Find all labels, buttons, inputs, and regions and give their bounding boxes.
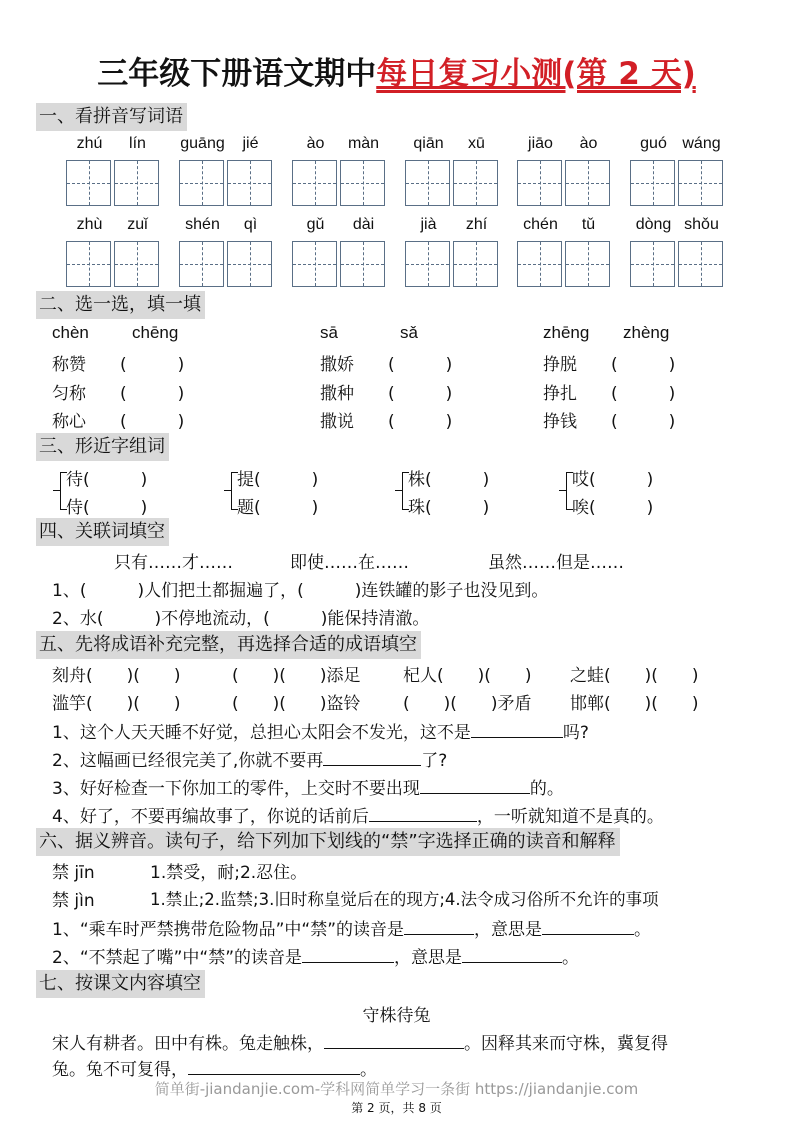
section-2-heading: 二、选一选，填一填 — [36, 291, 205, 319]
answer-blank[interactable] — [462, 946, 562, 963]
writing-box[interactable] — [66, 160, 111, 206]
idiom-item[interactable]: ( )( )添足 — [232, 666, 361, 686]
writing-box[interactable] — [453, 241, 498, 287]
pinyin-label: xū — [468, 135, 485, 152]
pinyin-label: qiān — [413, 135, 444, 152]
writing-box[interactable] — [114, 160, 159, 206]
question-text — [52, 915, 651, 940]
writing-box[interactable] — [565, 160, 610, 206]
pinyin-label: jià — [420, 216, 437, 233]
q-text: 的。 — [529, 779, 564, 799]
question-text — [52, 718, 589, 743]
char-word[interactable]: 哎( ) — [572, 470, 654, 490]
answer-parens[interactable]: ( ) — [611, 383, 676, 404]
writing-box[interactable] — [630, 160, 675, 206]
pinyin-label: dòng — [635, 216, 672, 233]
question-text: 2、水( )不停地流动，( )能保持清澈。 — [52, 609, 430, 629]
q-text: 了? — [421, 751, 448, 771]
writing-box[interactable] — [517, 160, 562, 206]
q-text: 1、“乘车时严禁携带危险物品”中“禁”的读音是 — [52, 920, 405, 940]
idiom-item[interactable]: ( )( )盗铃 — [232, 694, 361, 714]
reading-label: 禁 jīn — [52, 863, 95, 883]
question-text — [52, 802, 664, 827]
answer-blank[interactable] — [188, 1058, 360, 1075]
passage-line — [52, 1029, 668, 1054]
word: 匀称 — [52, 383, 86, 404]
pinyin-label: gǔ — [306, 216, 325, 233]
pinyin-label: zuǐ — [127, 216, 148, 233]
writing-box[interactable] — [114, 241, 159, 287]
pinyin-label: màn — [347, 135, 380, 152]
writing-box[interactable] — [66, 241, 111, 287]
reading-meaning: 1.禁受，耐;2.忍住。 — [150, 863, 308, 883]
q-text: 2、这幅画已经很完美了,你就不要再 — [52, 751, 324, 771]
q-text: 兔。兔不可复得， — [52, 1060, 188, 1080]
q-text: 。因释其来而守株，冀复得 — [464, 1034, 668, 1054]
word: 挣脱 — [543, 355, 577, 375]
char-word[interactable]: 唉( ) — [572, 498, 654, 518]
word: 称赞 — [52, 355, 86, 375]
q-text: 3、好好检查一下你加工的零件，上交时不要出现 — [52, 779, 420, 799]
pinyin-option: chēng — [132, 323, 179, 342]
writing-box[interactable] — [630, 241, 675, 287]
pinyin-option: chèn — [52, 323, 89, 342]
answer-blank[interactable] — [323, 749, 421, 766]
pinyin-label: shǒu — [684, 216, 719, 233]
answer-parens[interactable]: ( ) — [611, 355, 676, 375]
writing-box[interactable] — [179, 160, 224, 206]
idiom-item[interactable]: 杞人( )( ) — [403, 666, 532, 686]
section-4-heading: 四、关联词填空 — [36, 518, 169, 546]
pinyin-label: tǔ — [581, 216, 596, 233]
pinyin-label: zhí — [465, 216, 488, 233]
answer-parens[interactable]: ( ) — [120, 355, 185, 375]
word: 撒种 — [320, 383, 354, 404]
title-black: 三年级下册语文期中 — [97, 56, 377, 92]
idiom-item[interactable]: 刻舟( )( ) — [52, 666, 181, 686]
writing-box[interactable] — [340, 241, 385, 287]
pinyin-label: guāng — [180, 135, 225, 152]
answer-parens[interactable]: ( ) — [120, 383, 185, 404]
answer-parens[interactable]: ( ) — [388, 412, 453, 432]
writing-box[interactable] — [292, 160, 337, 206]
pinyin-label: lín — [129, 135, 146, 152]
word: 挣钱 — [543, 412, 577, 432]
answer-blank[interactable] — [542, 918, 634, 935]
question-text — [52, 774, 564, 799]
answer-parens[interactable]: ( ) — [388, 383, 453, 404]
answer-parens[interactable]: ( ) — [611, 412, 676, 432]
char-word[interactable]: 提( ) — [237, 470, 319, 490]
answer-blank[interactable] — [324, 1032, 464, 1049]
pinyin-option: zhèng — [623, 323, 670, 342]
reading-label: 禁 jìn — [52, 891, 95, 911]
writing-box[interactable] — [340, 160, 385, 206]
char-word[interactable]: 待( ) — [66, 470, 148, 490]
word: 称心 — [52, 412, 86, 432]
idiom-item[interactable]: ( )( )矛盾 — [403, 694, 532, 714]
q-text: 2、“不禁起了嘴”中“禁”的读音是 — [52, 948, 303, 968]
char-word[interactable]: 珠( ) — [408, 498, 490, 518]
writing-box[interactable] — [678, 160, 723, 206]
pinyin-option: sǎ — [400, 323, 418, 342]
pinyin-label: dài — [352, 216, 375, 233]
pinyin-label: ào — [306, 135, 325, 152]
writing-box[interactable] — [227, 241, 272, 287]
page-footer: 第 2 页，共 8 页 — [351, 1101, 442, 1115]
answer-parens[interactable]: ( ) — [120, 412, 185, 432]
q-text: 宋人有耕者。田中有株。兔走触株， — [52, 1034, 324, 1054]
answer-parens[interactable]: ( ) — [388, 355, 453, 375]
word: 撒说 — [320, 412, 354, 432]
pinyin-option: sā — [320, 323, 338, 342]
writing-box[interactable] — [453, 160, 498, 206]
conjunction-option: 即使……在…… — [290, 553, 409, 573]
pinyin-label: zhú — [76, 135, 103, 152]
question-text: 1、( )人们把土都掘遍了，( )连铁罐的影子也没见到。 — [52, 581, 549, 601]
q-text: 1、这个人天天睡不好觉，总担心太阳会不发光，这不是 — [52, 723, 471, 743]
section-6-heading: 六、据义辨音。读句子，给下列加下划线的“禁”字选择正确的读音和解释 — [36, 828, 620, 856]
writing-box[interactable] — [179, 241, 224, 287]
poem-title: 守株待兔 — [362, 1006, 431, 1026]
writing-box[interactable] — [678, 241, 723, 287]
conjunction-option: 只有……才…… — [114, 553, 233, 573]
q-text: 4、好了，不要再编故事了，你说的话前后 — [52, 807, 369, 827]
writing-box[interactable] — [405, 160, 450, 206]
section-5-heading: 五、先将成语补充完整，再选择合适的成语填空 — [36, 631, 421, 659]
writing-box[interactable] — [405, 241, 450, 287]
q-text: ，意思是 — [474, 920, 543, 940]
reading-meaning: 1.禁止;2.监禁;3.旧时称皇觉后在的现方;4.法令成习俗所不允许的事项 — [150, 890, 659, 909]
passage-line — [52, 1055, 377, 1080]
pinyin-label: qì — [243, 216, 258, 233]
pinyin-label: chén — [523, 216, 558, 233]
title-red: 每日复习小测(第 2 天) — [376, 56, 696, 92]
pinyin-label: guó — [640, 135, 667, 152]
section-7-heading: 七、按课文内容填空 — [36, 970, 205, 998]
answer-blank[interactable] — [404, 918, 474, 935]
section-3-heading: 三、形近字组词 — [36, 433, 169, 461]
q-text: 。 — [634, 920, 652, 940]
idiom-item[interactable]: 邯郸( )( ) — [570, 694, 699, 714]
writing-box[interactable] — [227, 160, 272, 206]
idiom-item[interactable]: 之蛙( )( ) — [570, 666, 699, 686]
char-word[interactable]: 株( ) — [408, 470, 490, 490]
question-text — [52, 943, 579, 968]
pinyin-label: shén — [185, 216, 220, 233]
char-word[interactable]: 侍( ) — [66, 498, 148, 518]
answer-blank[interactable] — [420, 777, 530, 794]
writing-box[interactable] — [517, 241, 562, 287]
q-text: ，意思是 — [394, 948, 463, 968]
idiom-item[interactable]: 滥竽( )( ) — [52, 694, 181, 714]
q-text: 。 — [360, 1060, 377, 1080]
q-text: ，一听就知道不是真的。 — [476, 807, 664, 827]
char-word[interactable]: 题( ) — [237, 498, 319, 518]
writing-box[interactable] — [292, 241, 337, 287]
pinyin-label: zhù — [76, 216, 103, 233]
pinyin-label: jiāo — [528, 135, 553, 152]
pinyin-label: jié — [242, 135, 259, 152]
answer-blank[interactable] — [471, 721, 563, 738]
word: 挣扎 — [543, 383, 577, 404]
q-text: 吗? — [562, 723, 589, 743]
writing-box[interactable] — [565, 241, 610, 287]
answer-blank[interactable] — [302, 946, 394, 963]
page-title — [0, 48, 793, 93]
q-text: 。 — [562, 948, 580, 968]
word: 撒娇 — [320, 355, 354, 375]
pinyin-option: zhēng — [543, 323, 590, 342]
section-1-heading: 一、看拼音写词语 — [36, 103, 187, 131]
question-text — [52, 746, 447, 771]
watermark: 简单街-jiandanjie.com-学科网简单学习一条街 https://jiandanjie.com — [154, 1080, 639, 1098]
conjunction-option: 虽然……但是…… — [488, 553, 624, 573]
pinyin-label: wáng — [682, 135, 721, 152]
answer-blank[interactable] — [369, 805, 477, 822]
pinyin-label: ào — [579, 135, 598, 152]
